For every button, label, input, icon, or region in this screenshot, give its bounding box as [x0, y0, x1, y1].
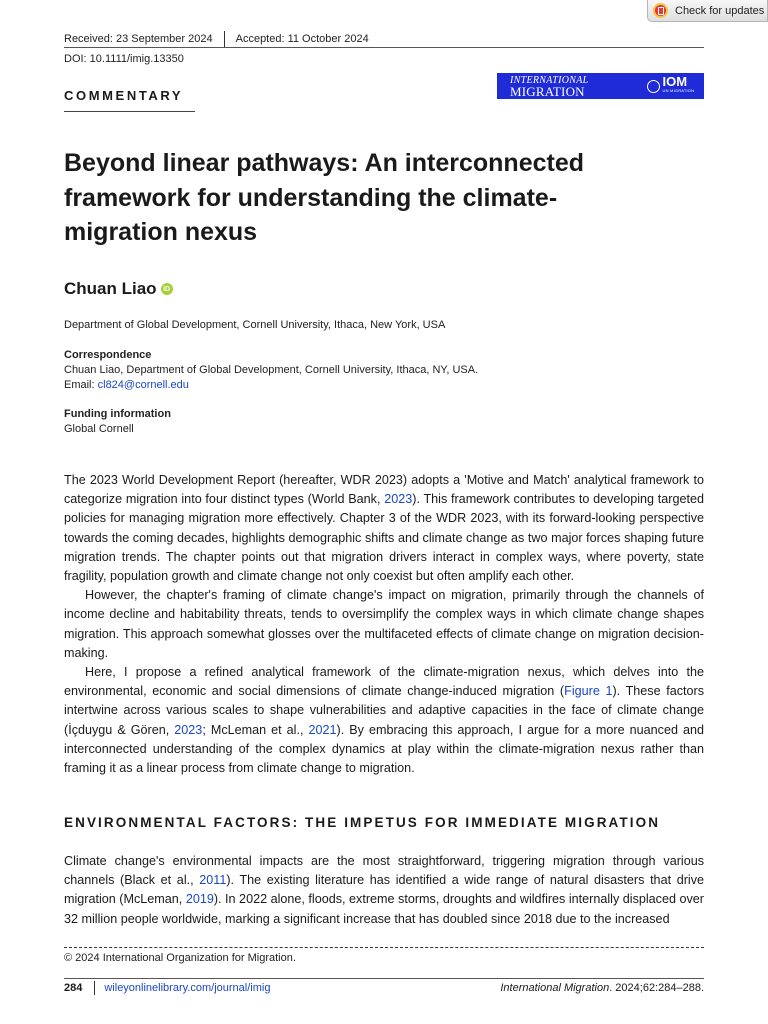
- journal-logo-line2: MIGRATION: [510, 84, 585, 99]
- paragraph-text: Here, I propose a refined analytical framework of the climate-migration nexus, which delves into the environmental, economic and social dimensions of climate change-induced migration (: [64, 665, 704, 699]
- footer-rule: [64, 978, 704, 979]
- doi[interactable]: DOI: 10.1111/imig.13350: [64, 53, 184, 65]
- iom-logo-subtext: UN MIGRATION: [662, 88, 695, 93]
- article-dates: [64, 31, 704, 47]
- citation-details: . 2024;62:284–288.: [609, 982, 704, 994]
- accepted-date: Accepted: 11 October 2024: [235, 33, 369, 45]
- funding-value: Global Cornell: [64, 423, 134, 435]
- paragraph-text: ). In 2022 alone, floods, extreme storms, droughts and wildfires internally displaced over 32 million people worldwide, marking a significant increase that has doubled since 2018 due to the increased: [64, 892, 704, 926]
- funding-block: [64, 407, 171, 437]
- paragraph-text: ; McLeman et al.,: [202, 722, 309, 737]
- header-rule: [64, 47, 704, 48]
- correspondence-address: Chuan Liao, Department of Global Development, Cornell University, Ithaca, NY, USA.: [64, 364, 479, 376]
- citation-link[interactable]: 2011: [199, 873, 227, 888]
- citation-link[interactable]: 2023: [384, 492, 413, 507]
- journal-logo[interactable]: [497, 73, 704, 99]
- citation-link[interactable]: 2021: [308, 722, 337, 737]
- iom-logo: [647, 74, 695, 95]
- paragraph-text: ). These factors intertwine across various scales to shape vulnerabilities and adaptive capacities in the face of climate change (İçduygu & Gören,: [64, 684, 704, 737]
- author: [64, 279, 173, 299]
- paragraph-text: ). The existing literature has identified a wide range of natural disasters that drive migration (McLeman,: [64, 873, 705, 907]
- article-body: [64, 471, 704, 778]
- correspondence-block: [64, 348, 478, 393]
- update-bookmark-icon: [653, 3, 668, 18]
- footer-divider: [94, 981, 95, 995]
- journal-logo-line1: INTERNATIONAL: [510, 75, 589, 86]
- paragraph-text: Climate change's environmental impacts are the most straightforward, triggering migration through various channels (Black et al.,: [64, 854, 704, 888]
- paragraph-text: The 2023 World Development Report (hereafter, WDR 2023) adopts a 'Motive and Match' analytical framework to categorize migration into four distinct types (World Bank,: [64, 473, 704, 507]
- section-heading: ENVIRONMENTAL FACTORS: THE IMPETUS FOR IMMEDIATE MIGRATION: [64, 815, 661, 830]
- check-for-updates-label: Check for updates: [675, 4, 765, 17]
- journal-name: International Migration: [500, 982, 610, 994]
- author-name[interactable]: Chuan Liao: [64, 279, 157, 298]
- orcid-icon[interactable]: iD: [161, 283, 173, 295]
- iom-logo-text: IOM: [662, 74, 688, 89]
- check-for-updates-badge[interactable]: [647, 0, 768, 22]
- header-divider: [224, 31, 225, 47]
- correspondence-heading: Correspondence: [64, 349, 152, 361]
- copyright: © 2024 International Organization for Migration.: [64, 952, 296, 964]
- journal-citation: [500, 982, 704, 994]
- footnote-rule: [64, 947, 704, 948]
- paragraph-2: However, the chapter's framing of climate change's impact on migration, primarily through the channels of income decline and habitability threats, tends to oversimplify the complex ways in which climate change shapes migration. This approach somewhat glosses over the multifaceted effects of climate change on migration decision-making.: [64, 588, 704, 660]
- citation-link[interactable]: 2023: [174, 722, 203, 737]
- paragraph-3: [64, 663, 704, 778]
- affiliation: Department of Global Development, Cornell University, Ithaca, New York, USA: [64, 319, 446, 331]
- paragraph-text: ). This framework contributes to developing targeted policies for managing migration more effectively. Chapter 3 of the WDR 2023, with its forward-looking perspective towards the coming decades, highlights demographic shifts and climate change as two major forces shaping future migration trends. The chapter points out that migration drivers interact in complex ways, where poverty, state fragility, population growth and climate change not only coexist but often amplify each other.: [64, 492, 704, 584]
- article-type-rule: [64, 111, 195, 112]
- section-paragraph: [64, 852, 704, 929]
- received-date: Received: 23 September 2024: [64, 33, 213, 45]
- un-globe-icon: [647, 80, 660, 93]
- page-footer: [64, 980, 704, 996]
- figure-link[interactable]: Figure 1: [564, 684, 613, 699]
- email-label: Email:: [64, 379, 98, 391]
- article-title: Beyond linear pathways: An interconnected framework for understanding the climate-migration nexus: [64, 149, 585, 246]
- email-link[interactable]: cl824@cornell.edu: [97, 379, 189, 391]
- journal-url[interactable]: wileyonlinelibrary.com/journal/imig: [104, 982, 271, 994]
- article-type-label: COMMENTARY: [64, 88, 184, 103]
- citation-link[interactable]: 2019: [185, 892, 214, 907]
- page-number: 284: [64, 982, 83, 994]
- paragraph-text: ). By embracing this approach, I argue for a more nuanced and interconnected understanding of the complex dynamics at play within the climate-migration nexus rather than framing it as a linear process from climate change to migration.: [64, 722, 705, 776]
- funding-heading: Funding information: [64, 408, 171, 420]
- paragraph-1: [64, 471, 704, 586]
